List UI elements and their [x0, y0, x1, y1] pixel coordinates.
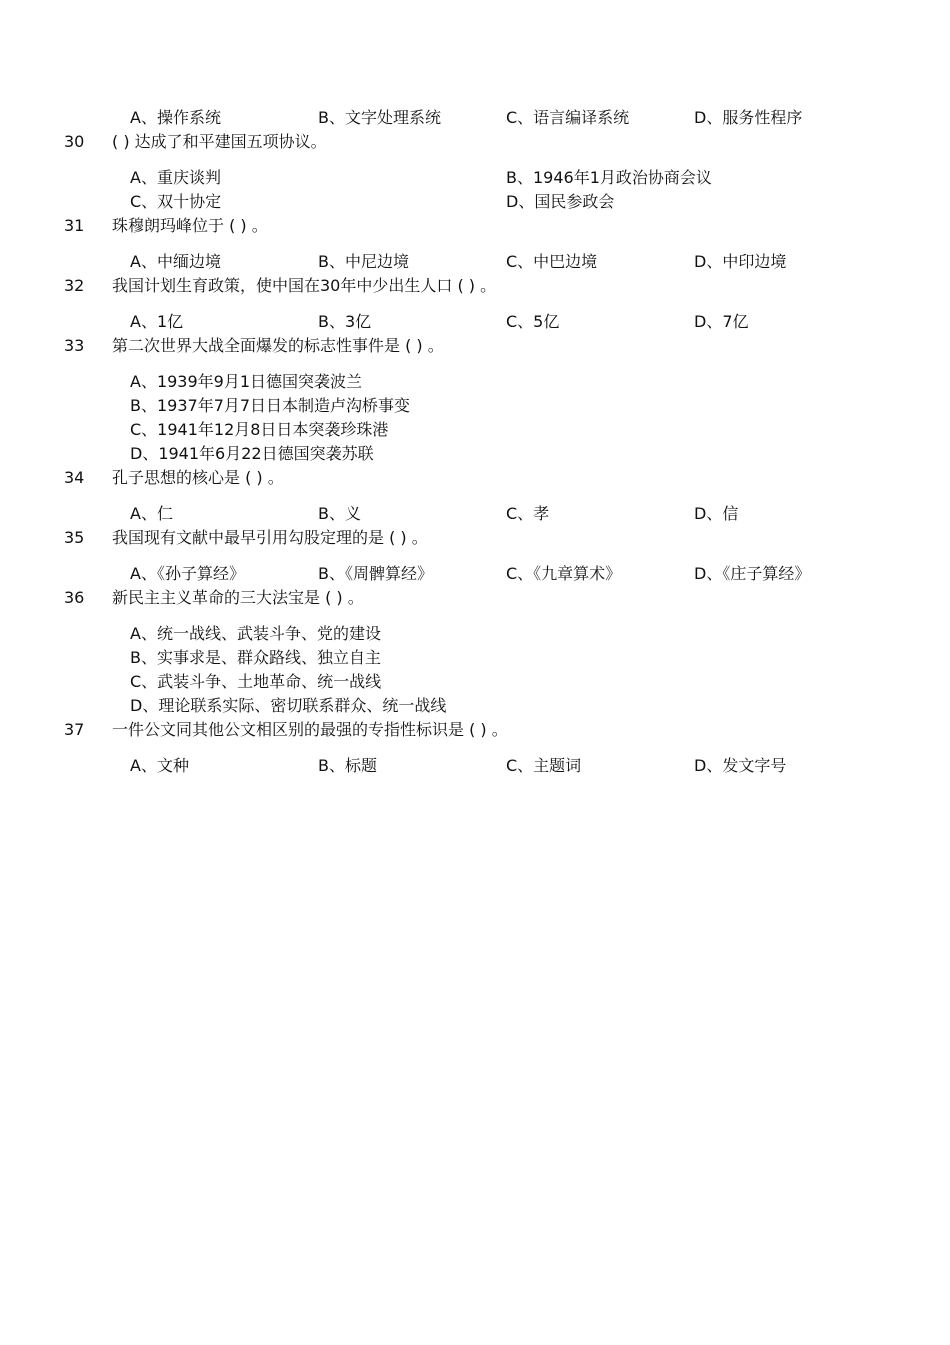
question-number: 34	[64, 468, 85, 487]
question-number: 32	[64, 276, 85, 295]
question-text: 我国计划生育政策，使中国在30年中少出生人口 ( ) 。	[112, 276, 497, 295]
option-c: C、主题词	[506, 756, 582, 775]
option-a: A、仁	[130, 504, 173, 523]
option-a: A、操作系统	[130, 108, 221, 127]
option-d: D、服务性程序	[694, 108, 803, 127]
question-number: 36	[64, 588, 85, 607]
question-text: 新民主主义革命的三大法宝是 ( ) 。	[112, 588, 364, 607]
option-b: B、1946年1月政治协商会议	[506, 168, 712, 187]
question-text: 一件公文同其他公文相区别的最强的专指性标识是 ( ) 。	[112, 720, 508, 739]
option-c: C、《九章算术》	[506, 564, 622, 583]
option-c: C、中巴边境	[506, 252, 598, 271]
option-b: B、义	[318, 504, 361, 523]
option-a: A、《孙子算经》	[130, 564, 245, 583]
option-d: D、7亿	[694, 312, 749, 331]
option-d: D、国民参政会	[506, 192, 615, 211]
question-text: 我国现有文献中最早引用勾股定理的是 ( ) 。	[112, 528, 428, 547]
option-b: B、标题	[318, 756, 377, 775]
option-c: C、孝	[506, 504, 550, 523]
option-a: A、文种	[130, 756, 189, 775]
question-text: ( ) 达成了和平建国五项协议。	[112, 132, 327, 151]
option-c: C、5亿	[506, 312, 560, 331]
option-c: C、语言编译系统	[506, 108, 630, 127]
option-a: A、1亿	[130, 312, 184, 331]
option-b: B、实事求是、群众路线、独立自主	[130, 648, 381, 667]
option-d: D、中印边境	[694, 252, 787, 271]
option-d: D、《庄子算经》	[694, 564, 811, 583]
option-d: D、信	[694, 504, 739, 523]
question-number: 31	[64, 216, 85, 235]
question-text: 孔子思想的核心是 ( ) 。	[112, 468, 284, 487]
option-b: B、《周髀算经》	[318, 564, 433, 583]
option-c: C、双十协定	[130, 192, 222, 211]
question-text: 第二次世界大战全面爆发的标志性事件是 ( ) 。	[112, 336, 444, 355]
option-d: D、1941年6月22日德国突袭苏联	[130, 444, 374, 463]
question-text: 珠穆朗玛峰位于 ( ) 。	[112, 216, 268, 235]
option-c: C、1941年12月8日日本突袭珍珠港	[130, 420, 389, 439]
option-a: A、重庆谈判	[130, 168, 221, 187]
option-a: A、1939年9月1日德国突袭波兰	[130, 372, 363, 391]
option-b: B、3亿	[318, 312, 372, 331]
option-b: B、文字处理系统	[318, 108, 441, 127]
question-number: 33	[64, 336, 85, 355]
option-a: A、中缅边境	[130, 252, 221, 271]
option-b: B、中尼边境	[318, 252, 409, 271]
question-number: 30	[64, 132, 85, 151]
option-c: C、武装斗争、土地革命、统一战线	[130, 672, 382, 691]
question-number: 37	[64, 720, 85, 739]
option-b: B、1937年7月7日日本制造卢沟桥事变	[130, 396, 411, 415]
option-a: A、统一战线、武装斗争、党的建设	[130, 624, 381, 643]
option-d: D、发文字号	[694, 756, 787, 775]
option-d: D、理论联系实际、密切联系群众、统一战线	[130, 696, 447, 715]
question-number: 35	[64, 528, 85, 547]
